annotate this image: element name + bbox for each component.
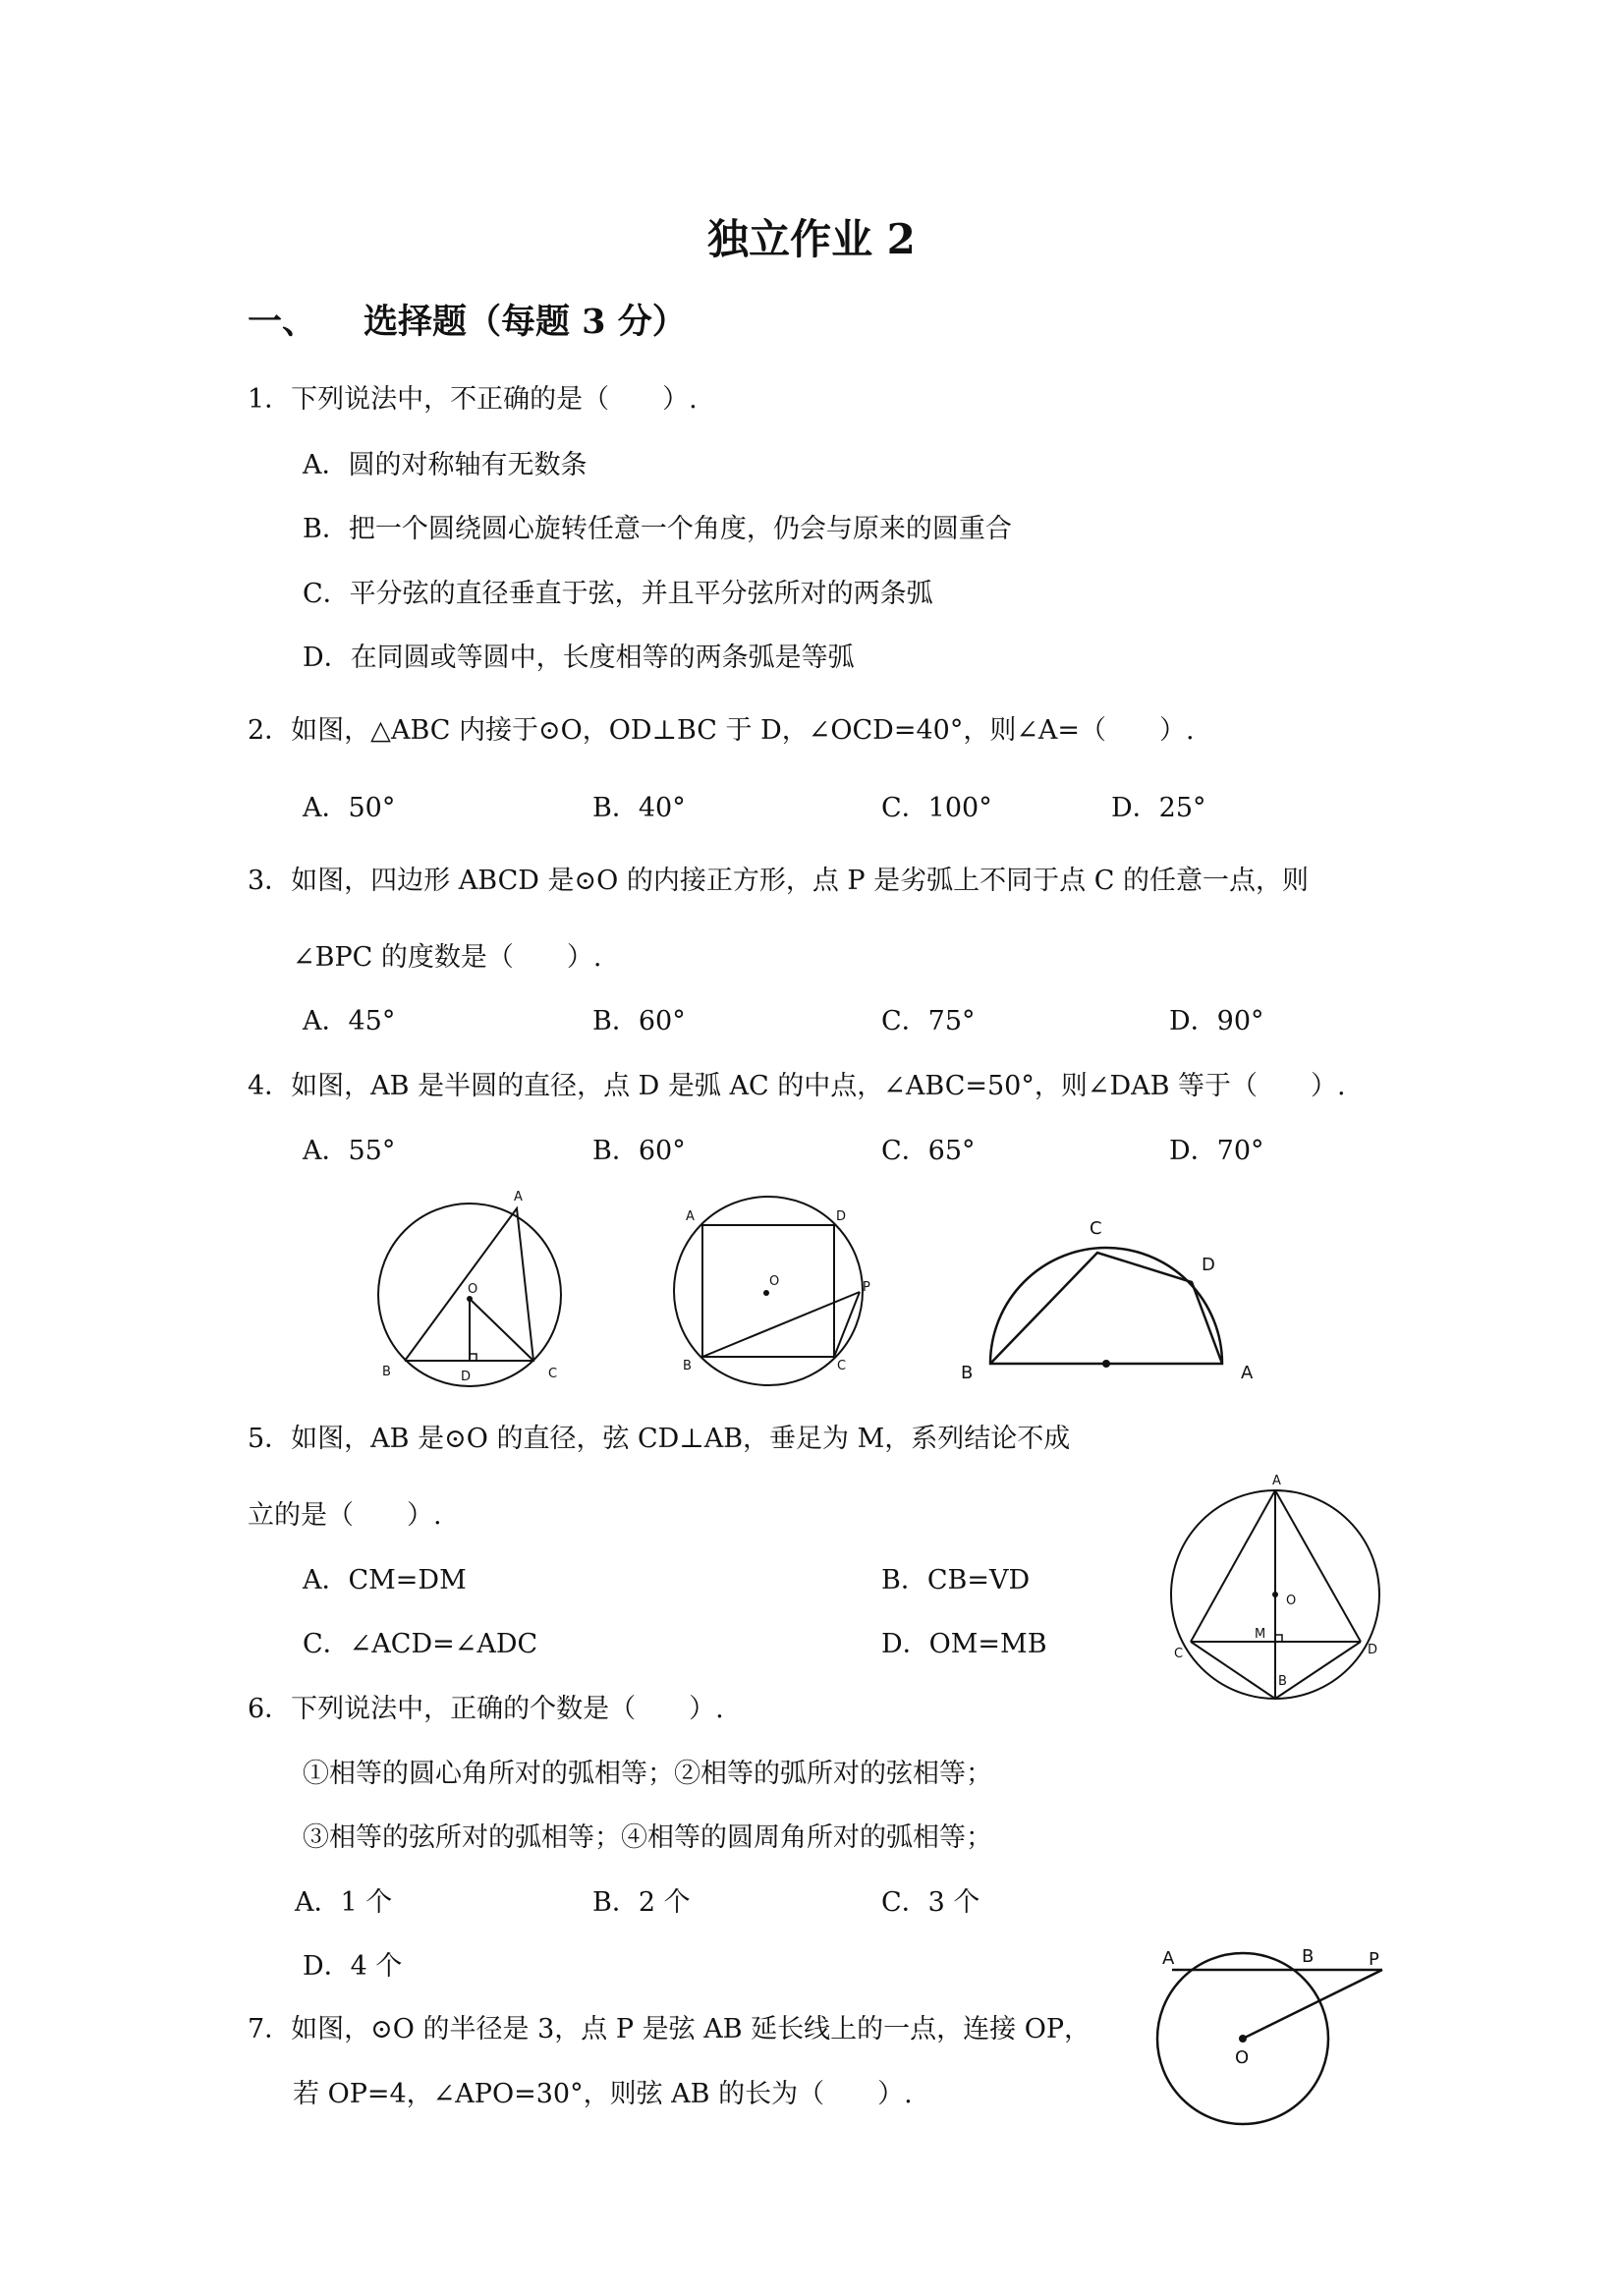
q1-option-b: B．把一个圆绕圆心旋转任意一个角度，仍会与原来的圆重合: [303, 514, 1012, 544]
q5-option-b: B．CB=VD: [881, 1565, 1031, 1596]
q4-stem: 4．如图，AB 是半圆的直径，点 D 是弧 AC 的中点，∠ABC=50°，则∠DAB 等于（ ）.: [248, 1071, 1346, 1101]
fig3-label-a: A: [686, 1209, 695, 1224]
q2-stem: 2．如图，△ABC 内接于⊙O，OD⊥BC 于 D，∠OCD=40°，则∠A=（ ）.: [248, 715, 1195, 746]
fig5-label-c: C: [1174, 1647, 1184, 1661]
q3-stem-line1: 3．如图，四边形 ABCD 是⊙O 的内接正方形，点 P 是劣弧上不同于点 C 的任意一点，则: [248, 866, 1309, 896]
q2-option-d: D．25°: [1111, 793, 1206, 823]
fig2-label-c: C: [548, 1367, 558, 1381]
fig4-label-d: D: [1202, 1255, 1215, 1275]
fig7-label-p: P: [1369, 1949, 1379, 1970]
q1-option-d: D．在同圆或等圆中，长度相等的两条弧是等弧: [303, 643, 855, 673]
q5-option-c: C．∠ACD=∠ADC: [303, 1629, 538, 1659]
section-label: 选择题（每题 3 分）: [364, 302, 687, 342]
q1-option-c: C．平分弦的直径垂直于弦，并且平分弦所对的两条弧: [303, 579, 933, 609]
q1-stem: 1．下列说法中，不正确的是（ ）.: [248, 384, 698, 415]
figure-q2-triangle-circle: [373, 1189, 570, 1390]
q1-option-a: A．圆的对称轴有无数条: [303, 450, 588, 480]
q4-option-a: A．55°: [303, 1136, 396, 1166]
q6-statement-line1: ①相等的圆心角所对的弧相等；②相等的弧所对的弦相等；: [303, 1759, 992, 1789]
q2-option-c: C．100°: [881, 793, 992, 823]
fig5-label-a: A: [1272, 1474, 1281, 1488]
fig2-label-a: A: [514, 1190, 523, 1204]
figure-q7-circle-secant: [1154, 1946, 1400, 2127]
figure-q4-semicircle: [953, 1213, 1267, 1390]
q6-option-c: C．3 个: [881, 1887, 980, 1918]
fig2-label-o: O: [468, 1282, 478, 1297]
q3-option-c: C．75°: [881, 1006, 976, 1036]
q6-option-d: D．4 个: [303, 1951, 403, 1982]
q3-option-b: B．60°: [592, 1006, 686, 1036]
q5-option-a: A．CM=DM: [303, 1565, 467, 1596]
fig5-label-m: M: [1255, 1627, 1266, 1642]
fig4-label-a: A: [1241, 1363, 1254, 1383]
fig5-label-d: D: [1368, 1643, 1378, 1657]
q2-option-a: A．50°: [303, 793, 396, 823]
fig5-label-b: B: [1278, 1674, 1287, 1689]
fig2-label-d: D: [461, 1370, 472, 1384]
fig7-label-o: O: [1235, 2047, 1250, 2068]
fig7-label-a: A: [1162, 1948, 1175, 1969]
q7-stem-line2: 若 OP=4，∠APO=30°，则弦 AB 的长为（ ）.: [293, 2079, 913, 2109]
figure-q5-diameter-chord: [1164, 1469, 1395, 1705]
q4-option-d: D．70°: [1169, 1136, 1264, 1166]
q3-option-a: A．45°: [303, 1006, 396, 1036]
q6-option-b: B．2 个: [592, 1887, 691, 1918]
page-title: 独立作业 2: [707, 215, 916, 263]
q6-option-a: A．1 个: [295, 1887, 393, 1918]
figure-q3-square-circle: [668, 1189, 879, 1390]
fig5-label-o: O: [1286, 1594, 1297, 1608]
fig2-label-b: B: [382, 1365, 391, 1379]
fig7-label-b: B: [1302, 1946, 1315, 1967]
fig4-label-b: B: [961, 1363, 974, 1383]
q4-option-b: B．60°: [592, 1136, 686, 1166]
fig3-label-b: B: [683, 1359, 692, 1373]
q7-stem-line1: 7．如图，⊙O 的半径是 3，点 P 是弦 AB 延长线上的一点，连接 OP，: [248, 2014, 1091, 2044]
fig3-label-c: C: [837, 1359, 847, 1373]
q2-option-b: B．40°: [592, 793, 686, 823]
q5-stem-line2: 立的是（ ）.: [248, 1500, 442, 1531]
q6-statement-line2: ③相等的弦所对的弧相等；④相等的圆周角所对的弧相等；: [303, 1822, 992, 1853]
q4-option-c: C．65°: [881, 1136, 976, 1166]
q5-option-d: D．OM=MB: [881, 1629, 1047, 1659]
fig4-label-c: C: [1090, 1218, 1102, 1239]
q3-stem-line2: ∠BPC 的度数是（ ）.: [293, 942, 602, 973]
section-heading: [248, 301, 687, 344]
q5-stem-line1: 5．如图，AB 是⊙O 的直径，弦 CD⊥AB，垂足为 M，系列结论不成: [248, 1424, 1071, 1454]
q3-option-d: D．90°: [1169, 1006, 1264, 1036]
fig3-label-p: P: [863, 1280, 870, 1295]
q6-stem: 6．下列说法中，正确的个数是（ ）.: [248, 1694, 724, 1724]
fig3-label-o: O: [769, 1274, 780, 1289]
section-number: 一、: [248, 302, 317, 342]
fig3-label-d: D: [836, 1209, 847, 1224]
